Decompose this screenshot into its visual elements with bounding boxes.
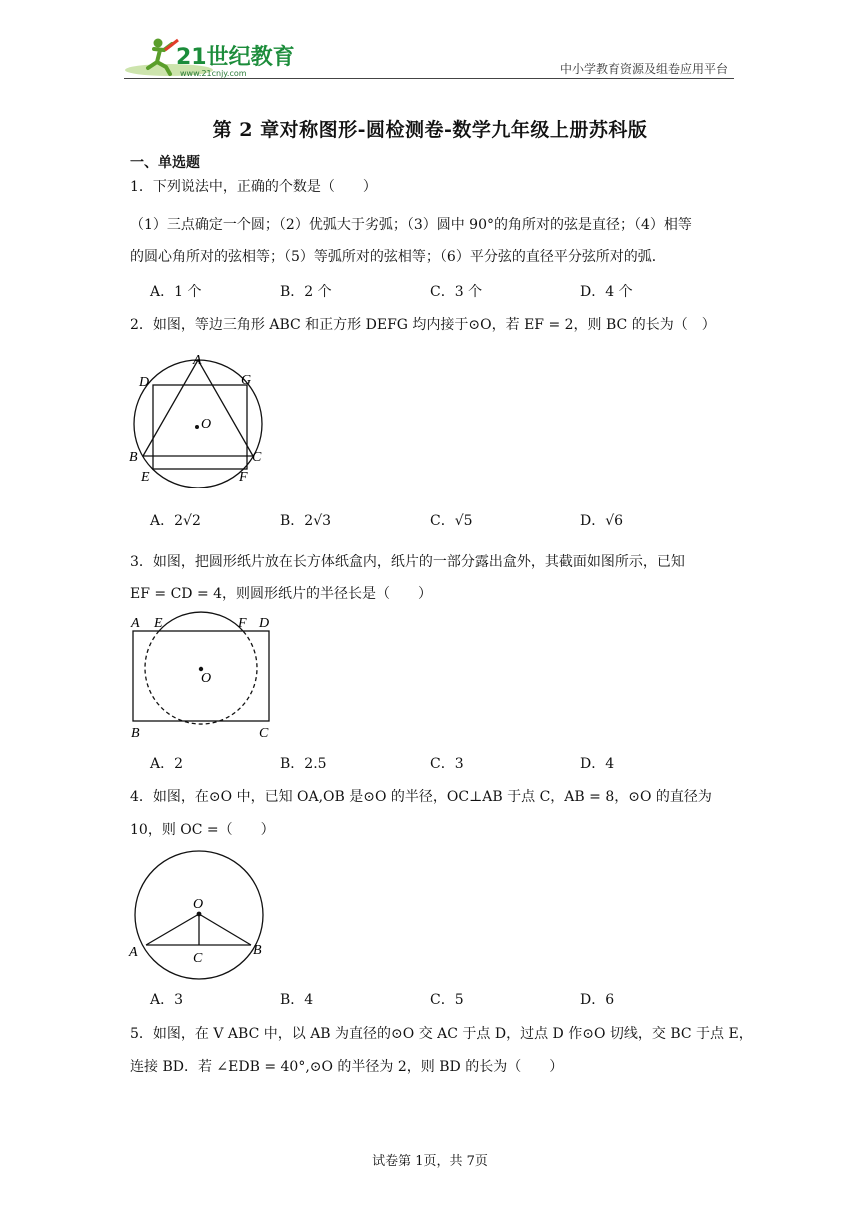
- q2-option-b[interactable]: B．2√3: [280, 513, 332, 529]
- header-divider: [124, 78, 734, 79]
- q4-label-b: B: [253, 943, 262, 958]
- q2-label-o: O: [201, 417, 212, 432]
- q4-label-o: O: [193, 897, 204, 912]
- q4-line1: 4．如图，在⊙O 中，已知 OA,OB 是⊙O 的半径，OC⊥AB 于点 C，AB = 8，⊙O 的直径为: [130, 789, 712, 805]
- q2-label-e: E: [141, 470, 150, 485]
- q2-option-c[interactable]: C．√5: [430, 513, 473, 529]
- section-heading: 一、单选题: [130, 155, 200, 171]
- q3-option-a[interactable]: A．2: [150, 756, 184, 772]
- q3-line2: EF = CD = 4，则圆形纸片的半径长是（ ）: [130, 586, 433, 602]
- q4-option-c[interactable]: C．5: [430, 992, 464, 1008]
- q4-label-c: C: [193, 951, 203, 966]
- q3-label-c: C: [259, 726, 269, 741]
- q4-line2: 10，则 OC =（ ）: [130, 822, 275, 838]
- q3-line1: 3．如图，把圆形纸片放在长方体纸盒内，纸片的一部分露出盒外，其截面如图所示，已知: [130, 554, 685, 570]
- page-footer: 试卷第 1页，共 7页: [372, 1154, 488, 1169]
- q1-line3: 的圆心角所对的弦相等；（5）等弧所对的弦相等；（6）平分弦的直径平分弦所对的弧．: [130, 249, 666, 265]
- q1-line2: （1）三点确定一个圆；（2）优弧大于劣弧；（3）圆中 90°的角所对的弦是直径；（4）相等: [130, 217, 692, 233]
- q1-option-c[interactable]: C．3 个: [430, 284, 483, 300]
- logo: [124, 34, 294, 80]
- q4-label-a: A: [129, 945, 138, 960]
- q1-option-b[interactable]: B．2 个: [280, 284, 332, 300]
- site-name: 中小学教育资源及组卷应用平台: [559, 62, 728, 76]
- q3-label-b: B: [131, 726, 140, 741]
- q3-label-e: E: [154, 616, 163, 631]
- q2-label-g: G: [241, 373, 252, 388]
- q2-label-a: A: [193, 353, 202, 368]
- q2-option-d[interactable]: D．√6: [580, 513, 624, 529]
- q3-option-b[interactable]: B．2.5: [280, 756, 327, 772]
- q1-option-d[interactable]: D．4 个: [580, 284, 633, 300]
- q3-option-d[interactable]: D．4: [580, 756, 615, 772]
- q1-option-a[interactable]: A．1 个: [150, 284, 202, 300]
- q2-option-a[interactable]: A．2√2: [150, 513, 201, 529]
- q3-label-d: D: [259, 616, 270, 631]
- q4-option-d[interactable]: D．6: [580, 992, 615, 1008]
- q2-label-d: D: [139, 375, 150, 390]
- q3-figure: [125, 610, 285, 746]
- q2-stem: 2．如图，等边三角形 ABC 和正方形 DEFG 均内接于⊙O，若 EF = 2，则 BC 的长为（ ）: [130, 317, 716, 333]
- q2-figure: [125, 348, 275, 492]
- q5-line1: 5．如图，在 V ABC 中，以 AB 为直径的⊙O 交 AC 于点 D，过点 D 作⊙O 切线，交 BC 于点 E，: [130, 1026, 753, 1042]
- q1-stem: 1．下列说法中，正确的个数是（ ）: [130, 179, 377, 195]
- q2-label-c: C: [252, 450, 262, 465]
- q3-label-o: O: [201, 671, 212, 686]
- document-title: 第 2 章对称图形-圆检测卷-数学九年级上册苏科版: [212, 119, 648, 141]
- q4-figure: [125, 848, 275, 987]
- q3-label-f: F: [238, 616, 247, 631]
- logo-text: 21世纪教育: [176, 45, 294, 70]
- q2-label-f: F: [239, 470, 248, 485]
- q3-label-a: A: [131, 616, 140, 631]
- q3-option-c[interactable]: C．3: [430, 756, 464, 772]
- q5-line2: 连接 BD．若 ∠EDB = 40°,⊙O 的半径为 2，则 BD 的长为（ ）: [130, 1059, 564, 1075]
- q4-option-a[interactable]: A．3: [150, 992, 184, 1008]
- logo-url: www.21cnjy.com: [180, 69, 247, 78]
- q2-label-b: B: [129, 450, 138, 465]
- q4-option-b[interactable]: B．4: [280, 992, 314, 1008]
